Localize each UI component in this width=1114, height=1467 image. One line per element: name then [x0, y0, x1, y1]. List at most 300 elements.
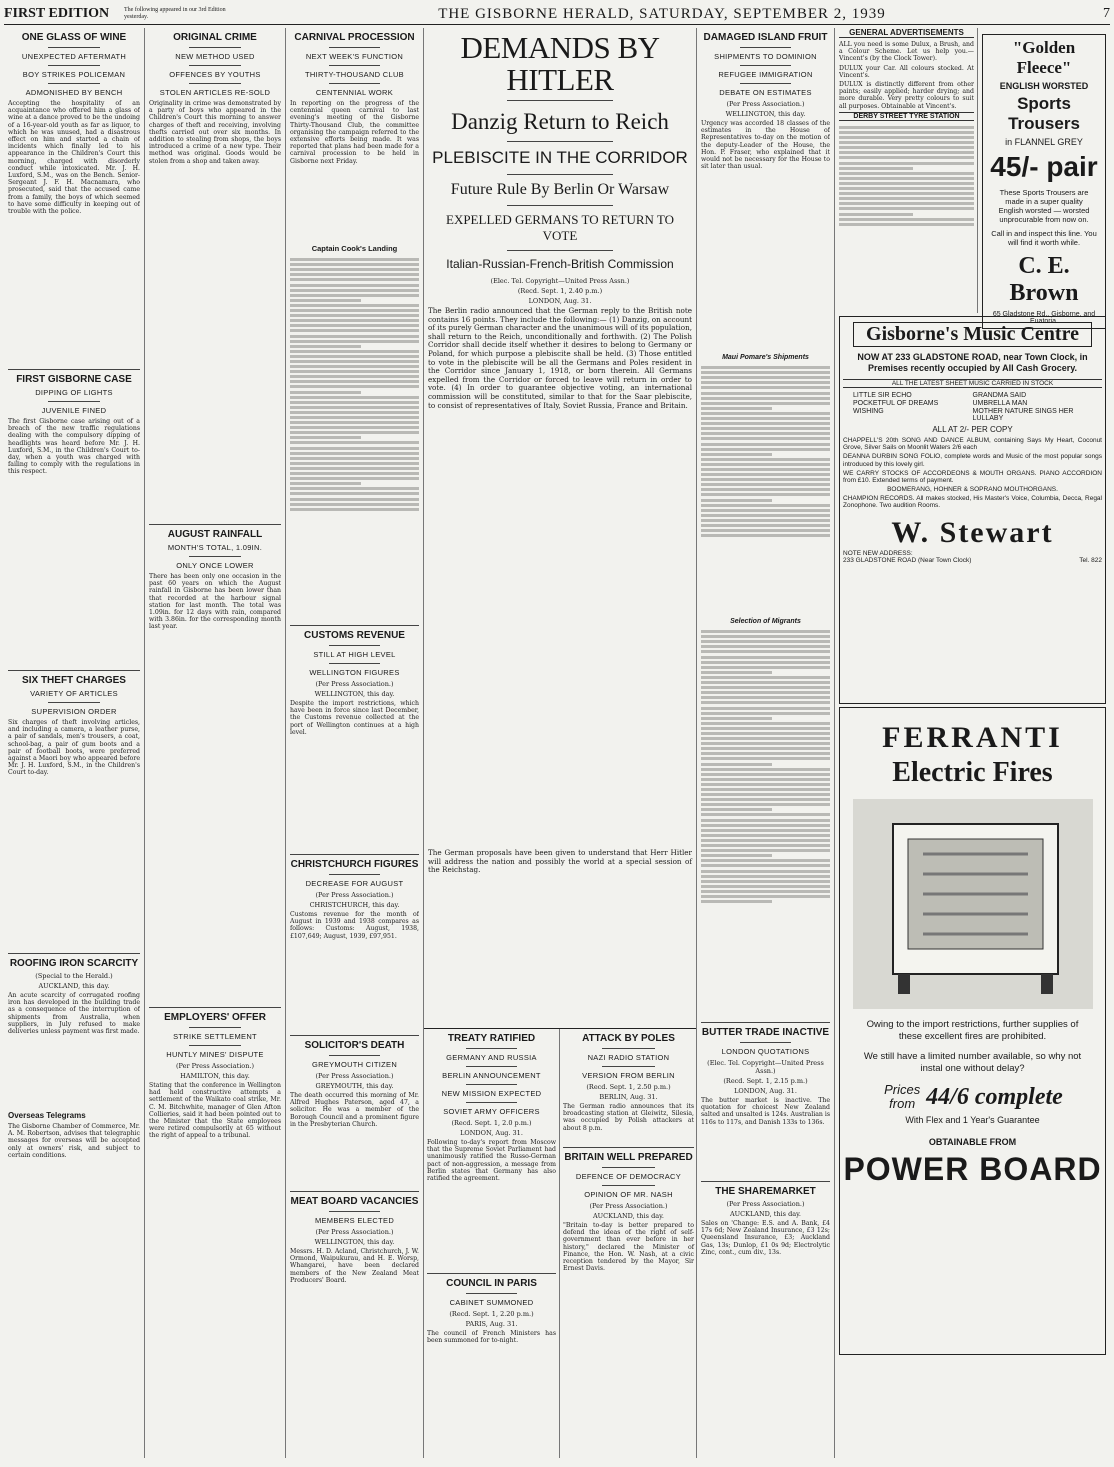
text-line-texture — [290, 482, 361, 485]
subhead: VARIETY OF ARTICLES — [30, 689, 118, 698]
text-line-texture — [701, 468, 830, 471]
subhead: GERMANY AND RUSSIA — [446, 1053, 537, 1062]
dateline: AUCKLAND, this day. — [38, 982, 110, 990]
ad-obtain: OBTAINABLE FROM — [928, 1137, 1017, 1147]
credit: (Per Press Association.) — [315, 1072, 394, 1080]
text-line-texture — [701, 412, 830, 415]
text-line-texture — [290, 309, 419, 312]
text-line-texture — [701, 671, 772, 674]
subhead: ADMONISHED BY BENCH — [25, 88, 123, 97]
ad-announcement: NOW AT 233 GLADSTONE ROAD, near Town Clock, in Premises recently occupied by All Cash Grocery. — [857, 352, 1088, 373]
ad-line: ENGLISH WORSTED — [999, 81, 1089, 91]
text-line-texture — [701, 681, 830, 684]
column-1 — [4, 28, 145, 1458]
rule — [48, 401, 101, 402]
article-body: Originality in crime was demonstrated by a party of boys who appeared in the Children's Court this morning to answer charges of theft and receiving, involving thefts carried out over six months. In addition to stealing from shops, the boys introduced a crime of a new type. Their method was original. Goods would be stolen from a shop and taken away. — [149, 100, 281, 165]
subhead: MEMBERS ELECTED — [314, 1216, 395, 1225]
column-4-lead — [424, 28, 697, 1458]
text-line-texture — [701, 880, 830, 883]
credit: (Special to the Herald.) — [35, 972, 113, 980]
ads-top-row — [839, 28, 1106, 325]
text-line-texture — [701, 397, 830, 400]
text-line-texture — [701, 717, 772, 720]
dateline: HAMILTON, this day. — [180, 1072, 250, 1080]
text-line-texture — [290, 355, 419, 358]
subhead: JUVENILE FINED — [41, 406, 107, 415]
rule — [740, 83, 792, 84]
subhead: REFUGEE IMMIGRATION — [718, 70, 813, 79]
rule — [701, 1181, 830, 1182]
text-line-texture — [839, 131, 974, 134]
text-line-texture — [701, 635, 830, 638]
text-line-texture — [701, 427, 830, 430]
text-line-texture — [290, 508, 419, 511]
text-line-texture — [839, 141, 974, 144]
text-line-texture — [701, 656, 830, 659]
article-body: The death occurred this morning of Mr. Alfred Hughes Paterson, aged 47, a solicitor. He was a member of the Borough Council and a prominent figure in the Presbyterian Church. — [290, 1092, 419, 1128]
dateline: WELLINGTON, this day. — [314, 690, 395, 698]
text-line-texture — [701, 793, 830, 796]
rule — [329, 645, 381, 646]
song-title: MOTHER NATURE SINGS HER LULLABY — [972, 408, 1074, 422]
rule — [48, 83, 101, 84]
ferranti-ad — [839, 707, 1106, 1355]
rule — [602, 1066, 654, 1067]
text-line-texture — [839, 218, 974, 221]
subhead: LONDON QUOTATIONS — [721, 1047, 810, 1056]
rule — [329, 65, 381, 66]
newspaper-title: THE GISBORNE HERALD, SATURDAY, SEPTEMBER 2, 1939 — [438, 5, 886, 22]
rule — [466, 1102, 518, 1103]
classified-ad: ALL you need is some Dulux, a Brush, and a Colour Scheme. Let us help you.—Vincent's (by the Clock Tower). — [839, 41, 974, 63]
rule — [8, 369, 140, 370]
headline-solicitor: SOLICITOR'S DEATH — [304, 1040, 405, 1051]
text-line-texture — [839, 202, 974, 205]
text-line-texture — [290, 503, 419, 506]
lead-deck-5: Italian-Russian-French-British Commission — [446, 257, 674, 271]
rule — [602, 1185, 654, 1186]
text-line-texture — [290, 380, 419, 383]
ad-phone: Tel. 822 — [1079, 556, 1102, 564]
subhead: STILL AT HIGH LEVEL — [313, 650, 396, 659]
text-line-texture — [290, 447, 419, 450]
headline-christchurch: CHRISTCHURCH FIGURES — [290, 859, 419, 870]
text-line-texture — [290, 319, 419, 322]
credit: (Per Press Association.) — [176, 1062, 254, 1070]
text-line-texture — [290, 416, 419, 419]
text-line-texture — [701, 686, 830, 689]
text-line-texture — [701, 763, 772, 766]
song-title: POCKETFUL OF DREAMS — [853, 400, 939, 407]
text-line-texture — [290, 401, 419, 404]
text-line-texture — [290, 385, 419, 388]
headline-customs: CUSTOMS REVENUE — [304, 630, 405, 641]
text-line-texture — [701, 499, 772, 502]
text-line-texture — [701, 661, 830, 664]
edition-note: The following appeared in our 3rd Edition yesterday. — [124, 7, 226, 20]
ad-price: 44/6 complete — [926, 1083, 1063, 1110]
text-line-texture — [701, 870, 830, 873]
rule — [563, 1147, 694, 1148]
ad-text: CHAPPELL'S 20th SONG AND DANCE ALBUM, containing Says My Heart, Coconut Grove, Silver Sails on Moonlit Waters 2/6 each — [843, 437, 1102, 452]
text-line-texture — [701, 747, 830, 750]
text-line-texture — [701, 453, 772, 456]
subhead: SUPERVISION ORDER — [31, 707, 117, 716]
ad-headline: Electric Fires — [892, 757, 1053, 788]
text-line-texture — [701, 752, 830, 755]
text-line-texture — [701, 875, 830, 878]
headline-rainfall: AUGUST RAINFALL — [167, 529, 263, 540]
article-body-continued — [290, 256, 419, 621]
text-line-texture — [290, 314, 419, 317]
text-line-texture — [290, 396, 419, 399]
article-body: Urgency was accorded 18 classes of the estimates in the House of Representatives to-day on the motion of the deputy-Leader of the House, the Hon. P. Fraser, who explained that it would not be necessary for the House to sit later than usual. — [701, 120, 830, 171]
text-line-texture — [839, 213, 913, 216]
rule — [466, 1048, 518, 1049]
text-line-texture — [290, 467, 419, 470]
text-line-texture — [701, 650, 830, 653]
inner-head: Selection of Migrants — [730, 618, 801, 625]
classified-ad: DULUX your Car. All colours stocked. At Vincent's. — [839, 64, 974, 79]
rule — [8, 670, 140, 671]
ad-text: CHAMPION RECORDS. All makes stocked, His Master's Voice, Columbia, Decca, Regal Zonophone. Two audition Rooms. — [843, 495, 1102, 510]
text-line-texture — [701, 529, 830, 532]
text-line-texture — [290, 370, 419, 373]
subhead: SOVIET ARMY OFFICERS — [443, 1107, 540, 1116]
subhead: DEFENCE OF DEMOCRACY — [575, 1172, 682, 1181]
headline-fruit: DAMAGED ISLAND FRUIT — [703, 32, 828, 43]
golden-fleece-ad — [978, 28, 1106, 325]
song-title: WISHING — [853, 408, 884, 415]
ad-merchant: C. E. Brown — [1009, 253, 1079, 306]
rule — [701, 1022, 830, 1023]
text-line-texture — [701, 386, 830, 389]
inner-head: Maui Pomare's Shipments — [722, 354, 809, 361]
text-line-texture — [701, 483, 830, 486]
text-line-texture — [701, 376, 830, 379]
general-ads-header: GENERAL ADVERTISEMENTS — [839, 28, 974, 38]
text-line-texture — [839, 223, 974, 226]
text-line-texture — [701, 504, 830, 507]
text-line-texture — [701, 443, 830, 446]
article-body: The Gisborne Chamber of Commerce, Mr. A. M. Robertson, advises that telegraphic messages for overseas will be accepted only at owners' risk, and subject to certain conditions. — [8, 1123, 140, 1159]
text-line-texture — [290, 365, 419, 368]
article-body: An acute scarcity of corrugated roofing iron has developed in the building trade as a consequence of the interruption of shipments from Australia, when suppliers, in July refused to make deliveries unless payment was first made. — [8, 992, 140, 1036]
text-line-texture — [839, 167, 913, 170]
text-line-texture — [701, 534, 830, 537]
ad-address: 233 GLADSTONE ROAD (Near Town Clock) — [843, 556, 972, 564]
text-line-texture — [701, 824, 830, 827]
article-body-continued — [701, 628, 830, 1018]
lead-deck-2: PLEBISCITE IN THE CORRIDOR — [432, 148, 688, 167]
ad-text: WE CARRY STOCKS OF ACCORDEONS & MOUTH ORGANS. PIANO ACCORDION from £10. Extended terms of payment. — [843, 469, 1102, 485]
text-line-texture — [290, 263, 419, 266]
headline-employers: EMPLOYERS' OFFER — [164, 1012, 266, 1023]
article-body: The German radio announces that its broadcasting station at Gleiwitz, Silesia, was occupied by Polish attackers at about 8 p.m. — [563, 1103, 694, 1132]
article-body: The council of French Ministers has been summoned for to-night. — [427, 1330, 556, 1345]
headline-carnival: CARNIVAL PROCESSION — [294, 32, 415, 43]
text-line-texture — [701, 844, 830, 847]
subhead: BOY STRIKES POLICEMAN — [22, 70, 126, 79]
ad-address-label: NOTE NEW ADDRESS: — [843, 549, 913, 557]
subhead: BERLIN ANNOUNCEMENT — [442, 1071, 541, 1080]
text-line-texture — [290, 273, 419, 276]
text-line-texture — [701, 895, 830, 898]
credit: (Per Press Association.) — [726, 100, 805, 108]
ad-line: in FLANNEL GREY — [1005, 137, 1083, 147]
headline-attack: ATTACK BY POLES — [582, 1033, 675, 1044]
subhead: OPINION OF MR. NASH — [584, 1190, 673, 1199]
text-line-texture — [701, 696, 830, 699]
attack-column — [560, 1029, 697, 1458]
text-line-texture — [290, 268, 419, 271]
text-line-texture — [701, 788, 830, 791]
text-line-texture — [290, 457, 419, 460]
text-line-texture — [701, 519, 830, 522]
text-line-texture — [701, 524, 830, 527]
credit: (Per Press Association.) — [589, 1202, 668, 1210]
text-line-texture — [701, 392, 830, 395]
text-line-texture — [290, 492, 419, 495]
text-line-texture — [839, 172, 974, 175]
rule — [427, 1273, 556, 1274]
text-line-texture — [701, 371, 830, 374]
article-body: Messrs. H. D. Acland, Christchurch, J. W. Ormond, Waipukurau, and H. E. Worsp, Whangarei, have been declared members of the New Zealand Meat Producers' Board. — [290, 1248, 419, 1284]
text-line-texture — [839, 126, 974, 129]
text-line-texture — [701, 448, 830, 451]
text-line-texture — [701, 900, 772, 903]
text-line-texture — [701, 737, 830, 740]
text-line-texture — [701, 640, 830, 643]
text-line-texture — [839, 197, 974, 200]
text-line-texture — [701, 463, 830, 466]
text-line-texture — [290, 294, 419, 297]
rule — [290, 625, 419, 626]
song-title: UMBRELLA MAN — [972, 400, 1028, 407]
rule — [329, 47, 381, 48]
subhead: GREYMOUTH CITIZEN — [311, 1060, 398, 1069]
text-line-texture — [290, 452, 419, 455]
text-line-texture — [701, 417, 830, 420]
text-line-texture — [701, 798, 830, 801]
rule — [149, 524, 281, 525]
subhead: THIRTY-THOUSAND CLUB — [305, 70, 404, 79]
bottom-grid — [424, 1028, 697, 1458]
edition-label: FIRST EDITION — [4, 6, 110, 21]
text-line-texture — [290, 436, 361, 439]
rule — [189, 1027, 242, 1028]
rule — [466, 1066, 518, 1067]
text-line-texture — [290, 406, 419, 409]
text-line-texture — [839, 156, 974, 159]
text-line-texture — [701, 473, 830, 476]
text-line-texture — [290, 441, 419, 444]
subhead: OFFENCES BY YOUTHS — [169, 70, 261, 79]
text-line-texture — [290, 345, 361, 348]
rule — [329, 1211, 381, 1212]
rule — [290, 1035, 419, 1036]
text-line-texture — [701, 722, 830, 725]
text-line-texture — [701, 402, 830, 405]
article-body: Customs revenue for the month of August in 1939 and 1938 compares as follows: Customs: August, 1938, £107,649; August, 1939, £97,951. — [290, 911, 419, 940]
ad-price-row — [843, 1083, 1102, 1111]
song-title: LITTLE SIR ECHO — [853, 392, 912, 399]
ad-merchant: W. Stewart — [891, 515, 1054, 549]
text-line-texture — [701, 478, 830, 481]
ad-text: Owing to the import restrictions, further supplies of these excellent fires are prohibited. — [866, 1019, 1079, 1042]
text-line-texture — [290, 329, 419, 332]
text-line-texture — [701, 701, 830, 704]
dateline: WELLINGTON, this day. — [725, 110, 806, 118]
ad-merchant: POWER BOARD — [843, 1151, 1102, 1187]
rule — [189, 1045, 242, 1046]
subhead: WELLINGTON FIGURES — [309, 668, 400, 677]
text-line-texture — [290, 289, 419, 292]
received: (Recd. Sept. 1, 2.0 p.m.) — [451, 1119, 532, 1127]
rule — [189, 65, 242, 66]
text-line-texture — [290, 335, 419, 338]
ad-address: 65 Gladstone Rd., Gisborne, and Euatoria. — [992, 311, 1096, 325]
text-line-texture — [701, 381, 830, 384]
text-line-texture — [290, 375, 419, 378]
dateline: AUCKLAND, this day. — [729, 1210, 801, 1218]
lead-deck-4: EXPELLED GERMANS TO RETURN TO VOTE — [446, 212, 674, 243]
text-line-texture — [701, 727, 830, 730]
classified-ad: DULUX is distinctly different from other paints; easily applied; harder drying; and more durable. Very pretty colours to suit all purposes. Obtainable at Vincent's. — [839, 81, 974, 110]
dateline: LONDON, Aug. 31. — [528, 297, 592, 305]
dateline: PARIS, Aug. 31. — [465, 1320, 518, 1328]
text-line-texture — [701, 422, 830, 425]
text-line-texture — [290, 411, 419, 414]
subhead: VERSION FROM BERLIN — [582, 1071, 675, 1080]
text-line-texture — [701, 366, 830, 369]
ad-title: Gisborne's Music Centre — [853, 322, 1092, 347]
text-line-texture — [839, 182, 974, 185]
text-line-texture — [701, 645, 830, 648]
column-3 — [286, 28, 424, 1458]
ad-brand-title: FERRANTI — [882, 721, 1063, 754]
rule — [290, 1191, 419, 1192]
text-line-texture — [701, 712, 830, 715]
article-body: Six charges of theft involving articles, and including a camera, a leather purse, a pair of sandals, men's trousers, a coat, school-bag, a pair of gum boots and a pair of football boots, were preferred against a Maori boy who appeared before Mr. J. H. Luxford, S.M., in the Children's Court to-day. — [8, 719, 140, 777]
text-line-texture — [290, 360, 419, 363]
ad-call: Call in and inspect this line. You will find it worth while. — [991, 229, 1097, 247]
article-body: Stating that the conference in Wellington had held constructive attempts a settlement of the Waikato coal strike, Mr. C. M. Bitchwhite, manager of Glen Afton Collieries, said it had been pointed out to the Minister that the State employees were retired compulsorily at 65 without the right of appeal to a tribunal. — [149, 1082, 281, 1140]
text-line-texture — [290, 472, 419, 475]
rule — [740, 65, 792, 66]
text-line-texture — [701, 509, 830, 512]
article-body: Despite the import restrictions, which have been in force since last December, the Customs revenue collected at the port of Wellington continues at a high level. — [290, 700, 419, 736]
rule — [329, 83, 381, 84]
rule — [329, 1055, 381, 1056]
electric-fire-image — [853, 799, 1093, 1009]
electric-fire-icon — [853, 799, 1093, 1009]
rule — [189, 47, 242, 48]
rule — [602, 1167, 654, 1168]
text-line-texture — [701, 834, 830, 837]
cable-credit: (Elec. Tel. Copyright—United Press Assn.) — [707, 1059, 824, 1075]
rule — [466, 1084, 518, 1085]
text-line-texture — [701, 783, 830, 786]
text-line-texture — [701, 757, 830, 760]
newspaper-page — [4, 4, 1110, 1459]
article-body: In reporting on the progress of the centennial queen carnival to last evening's meeting of the Gisborne Thirty-Thousand Club, the committee organising the campaign referred to the extensive efforts being made. It was reported that plans had been made for a carnival procession to be held in Gisborne next Friday. — [290, 100, 419, 165]
rule — [466, 1293, 518, 1294]
text-line-texture — [839, 187, 974, 190]
text-line-texture — [290, 278, 419, 281]
text-line-texture — [701, 829, 830, 832]
text-line-texture — [839, 177, 974, 180]
text-line-texture — [290, 426, 419, 429]
headline-first-case: FIRST GISBORNE CASE — [16, 374, 132, 385]
rule — [740, 47, 792, 48]
article-body: Accepting the hospitality of an acquaintance who offered him a glass of wine at a dance proved to be the undoing of a 16-year-old youth as far as liquor, to which he was unused, had a disastrous effect on him and started a chain of incidents which finally led to his appearance in the Children's Court this morning, charged with disorderly conduct while intoxicated. Mr. J. H. Luxford, S.M., was on the Bench. Senior-Sergeant J. F. H. Macnamara, who prosecuted, said that the accused came from a family, the boys of which seemed to have some difficulty in keeping out of trouble with the police. — [8, 100, 140, 216]
text-line-texture — [701, 864, 830, 867]
rule — [507, 205, 613, 206]
text-line-texture — [701, 849, 830, 852]
dateline: WELLINGTON, this day. — [314, 1238, 395, 1246]
text-line-texture — [290, 477, 419, 480]
rule — [507, 100, 613, 101]
text-line-texture — [290, 462, 419, 465]
received: (Recd. Sept. 1, 2.20 p.m.) — [449, 1310, 534, 1318]
rule — [48, 702, 101, 703]
text-line-texture — [701, 885, 830, 888]
text-line-texture — [290, 299, 361, 302]
page-number: 7 — [1103, 6, 1110, 21]
lead-deck-3: Future Rule By Berlin Or Warsaw — [450, 181, 670, 198]
rule — [290, 854, 419, 855]
headline-crime: ORIGINAL CRIME — [173, 32, 257, 43]
text-line-texture — [290, 350, 419, 353]
text-line-texture — [701, 514, 830, 517]
credit: (Per Press Association.) — [315, 891, 394, 899]
column-5 — [697, 28, 835, 1458]
song-list — [853, 392, 1092, 422]
lead-deck-1: Danzig Return to Reich — [451, 109, 669, 134]
received: (Recd. Sept. 1, 2.40 p.m.) — [517, 287, 603, 295]
credit: (Per Press Association.) — [315, 680, 394, 688]
text-line-texture — [701, 742, 830, 745]
text-line-texture — [290, 487, 419, 490]
rule — [329, 663, 381, 664]
subhead: NEW METHOD USED — [175, 52, 255, 61]
cable-credit: (Elec. Tel. Copyright—United Press Assn.) — [490, 277, 630, 285]
text-line-texture — [701, 437, 830, 440]
text-line-texture — [701, 676, 830, 679]
ad-headline: Sports Trousers — [1008, 94, 1080, 133]
headline-meat-board: MEAT BOARD VACANCIES — [290, 1196, 419, 1207]
masthead — [4, 4, 1110, 25]
text-line-texture — [290, 284, 419, 287]
ad-text: With Flex and 1 Year's Guarantee — [905, 1115, 1040, 1125]
rule — [189, 556, 242, 557]
headline-britain: BRITAIN WELL PREPARED — [564, 1152, 693, 1163]
rule — [507, 141, 613, 142]
dateline: AUCKLAND, this day. — [592, 1212, 664, 1220]
headline-council: COUNCIL IN PARIS — [446, 1278, 537, 1289]
subhead: NEXT WEEK'S FUNCTION — [305, 52, 404, 61]
headline-wine: ONE GLASS OF WINE — [21, 32, 127, 43]
lead-body: The Berlin radio announced that the German reply to the British note contains 16 points. They include the following:— (1) Danzig, on account of its purely German character and the unanimous will of its population, shall return to the Reich, unconditionally and forthwith. (2) The Polish Corridor shall decide itself whether it desires to belong to Germany or Poland, for which purpose a plebiscite shall be held. (3) Those entitled to vote in the plebiscite will be all the Germans and Poles resident in the Corridor since January 1, 1918, or born therein. All Germans expelled from the Corridor or forced to leave will return in order to vote. (4) In order to guarantee objective voting, an international commission will be constituted, similar to that for the Saar plebiscite, to consist of representatives of Italy, Soviet Russia, France and Britain. — [428, 307, 692, 410]
text-line-texture — [701, 488, 830, 491]
ad-price-label: Prices from — [884, 1082, 921, 1111]
subhead: STRIKE SETTLEMENT — [173, 1032, 257, 1041]
text-line-texture — [290, 431, 419, 434]
credit: (Per Press Association.) — [726, 1200, 805, 1208]
text-line-texture — [290, 324, 419, 327]
text-line-texture — [701, 768, 830, 771]
